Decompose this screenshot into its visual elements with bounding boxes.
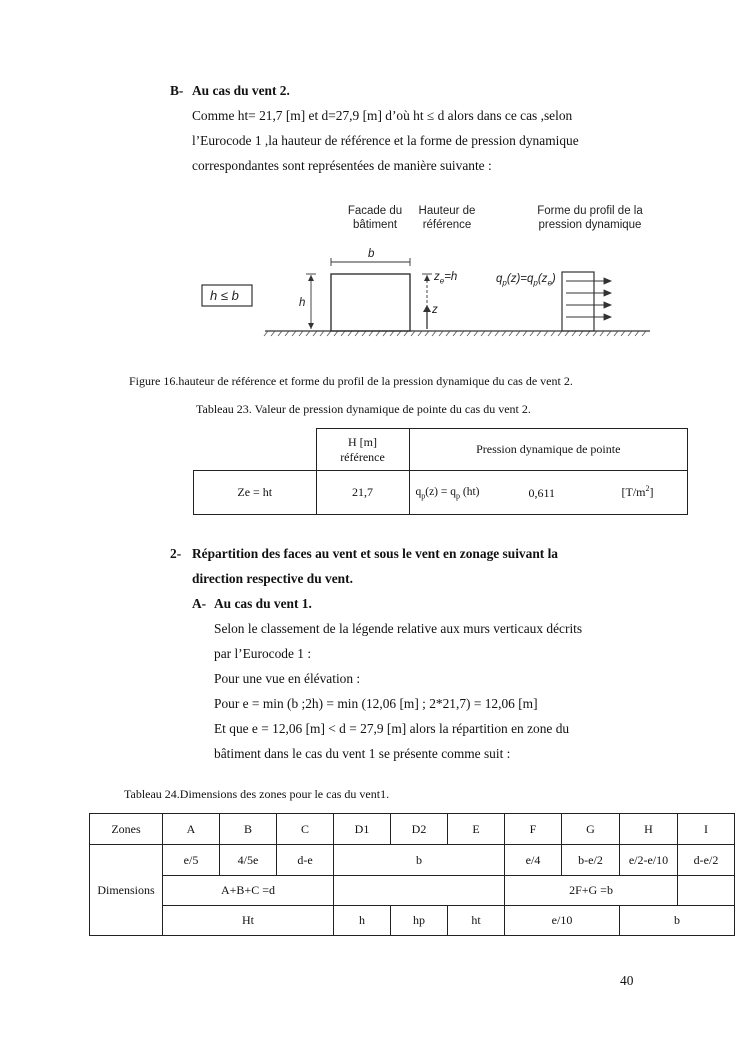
table-23-empty-cell xyxy=(194,429,317,471)
table-23-value: 0,611 xyxy=(528,486,556,500)
figure-diagram xyxy=(190,195,660,345)
section-2a-number: A- xyxy=(192,596,207,611)
table-24-cell: hp xyxy=(391,906,448,936)
table-24-cell: e/2-e/10 xyxy=(620,845,678,876)
table-23 xyxy=(193,428,688,515)
table-24-cell: e/5 xyxy=(163,845,220,876)
ze-label: $z_e=h$ xyxy=(434,271,458,286)
table-24-cell: b xyxy=(334,845,505,876)
table-24-header-e: E xyxy=(448,814,505,845)
table-24-cell: d-e/2 xyxy=(678,845,735,876)
z-label: z xyxy=(432,304,438,316)
table-24 xyxy=(89,813,735,936)
table-24-cell: A+B+C =d xyxy=(163,876,334,906)
section-b-heading: Au cas du vent 2. xyxy=(192,83,290,98)
table-23-unit: $[T/m^2]$ xyxy=(621,484,654,499)
table-24-cell: b xyxy=(620,906,735,936)
table-24-empty-cell xyxy=(334,876,505,906)
label-hauteur-reference: Hauteur de référence xyxy=(418,205,476,231)
label-forme-profil: Forme du profil de la pression dynamique xyxy=(537,205,643,231)
table-23-formula: $q_p(z) = q_p$ (ht) xyxy=(415,486,480,501)
section-2-line-1: Répartition des faces au vent et sous le vent en zonage suivant la xyxy=(192,546,558,561)
section-b-line-1: Comme ht= 21,7 [m] et d=27,9 [m] d’où ht ≤ d alors dans ce cas ,selon xyxy=(192,108,573,123)
section-b-line-2: l’Eurocode 1 ,la hauteur de référence et la forme de pression dynamique xyxy=(192,133,579,148)
table-24-row-label: Dimensions xyxy=(90,845,163,936)
figure-16 xyxy=(190,195,660,345)
table-24-header-a: A xyxy=(163,814,220,845)
table-24-header-d2: D2 xyxy=(391,814,448,845)
table-23-row-label: Ze = ht xyxy=(194,471,317,515)
table-23-h-header: H [m] référence xyxy=(316,429,409,471)
section-2-line-2: direction respective du vent. xyxy=(192,571,353,586)
section-2-number: 2- xyxy=(170,546,182,561)
building-facade xyxy=(331,274,410,331)
table-24-cell: Ht xyxy=(163,906,334,936)
table-24-header-f: F xyxy=(505,814,562,845)
section-2a-line-1: Selon le classement de la légende relative aux murs verticaux décrits xyxy=(214,621,583,636)
table-23-caption: Tableau 23. Valeur de pression dynamique de pointe du cas du vent 2. xyxy=(196,402,531,416)
table-24-cell: e/4 xyxy=(505,845,562,876)
section-2a-line-3: Pour une vue en élévation : xyxy=(214,671,361,686)
table-24-cell: d-e xyxy=(277,845,334,876)
section-2a-line-6: bâtiment dans le cas du vent 1 se présente comme suit : xyxy=(214,746,511,761)
table-24-cell: ht xyxy=(448,906,505,936)
table-24-header-c: C xyxy=(277,814,334,845)
table-24-header-zones: Zones xyxy=(90,814,163,845)
table-24-cell: b-e/2 xyxy=(562,845,620,876)
section-2a-line-4: Pour e = min (b ;2h) = min (12,06 [m] ; 2*21,7) = 12,06 [m] xyxy=(214,696,538,711)
table-23-pressure-value-cell xyxy=(409,471,688,515)
section-2a-line-2: par l’Eurocode 1 : xyxy=(214,646,312,661)
table-23-h-value: 21,7 xyxy=(316,471,409,515)
b-label: b xyxy=(368,248,375,260)
table-24-cell: h xyxy=(334,906,391,936)
table-24-caption: Tableau 24.Dimensions des zones pour le cas du vent1. xyxy=(124,787,390,801)
table-24-cell: 4/5e xyxy=(220,845,277,876)
h-le-b-label: h ≤ b xyxy=(210,288,239,303)
qp-formula-label: $q_p(z)=q_p(z_e)$ xyxy=(496,273,556,288)
table-24-header-g: G xyxy=(562,814,620,845)
table-23-pressure-header: Pression dynamique de pointe xyxy=(409,429,688,471)
page-number: 40 xyxy=(620,973,634,988)
figure-16-caption: Figure 16.hauteur de référence et forme du profil de la pression dynamique du cas de vent 2. xyxy=(129,374,573,388)
table-24-header-h: H xyxy=(620,814,678,845)
section-b-number: B- xyxy=(170,83,184,98)
label-facade: Facade du bâtiment xyxy=(347,205,403,231)
table-24-header-i: I xyxy=(678,814,735,845)
section-2a-line-5: Et que e = 12,06 [m] < d = 27,9 [m] alors la répartition en zone du xyxy=(214,721,570,736)
ground-hatching xyxy=(264,331,646,336)
pressure-arrows xyxy=(566,278,611,320)
table-24-empty-cell xyxy=(678,876,735,906)
table-24-header-d1: D1 xyxy=(334,814,391,845)
table-24-cell: 2F+G =b xyxy=(505,876,678,906)
section-b-line-3: correspondantes sont représentées de manière suivante : xyxy=(192,158,492,173)
table-24-cell: e/10 xyxy=(505,906,620,936)
h-label: h xyxy=(299,297,306,309)
section-2a-heading: Au cas du vent 1. xyxy=(214,596,312,611)
table-24-header-b: B xyxy=(220,814,277,845)
